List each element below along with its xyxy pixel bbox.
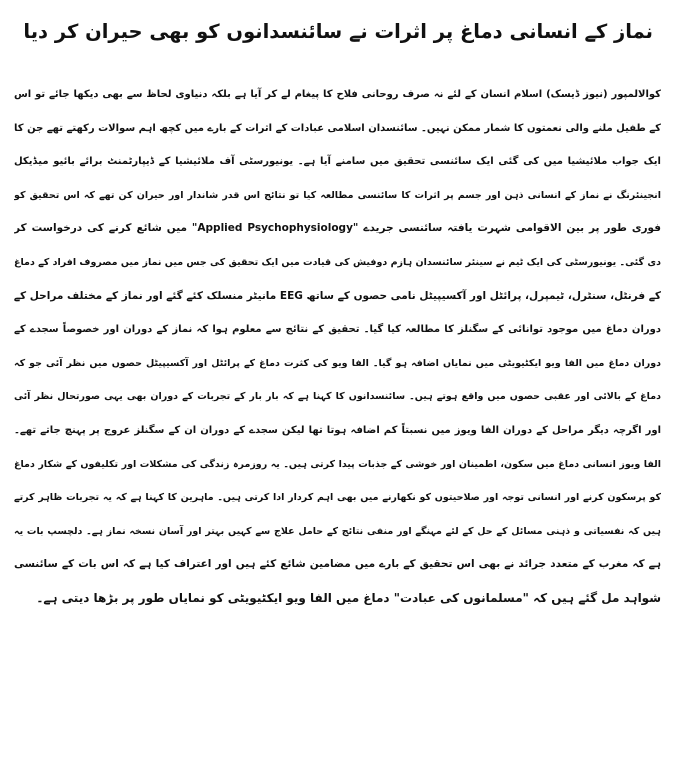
article-body	[14, 78, 661, 616]
article-headline: نماز کے انسانی دماغ پر اثرات نے سائنسدانوں کو بھی حیران کر دیا	[23, 20, 653, 43]
article-line: دوران دماغ میں الفا ویو ایکٹیویٹی میں نمایاں اضافہ ہو گیا۔ الفا ویو کی کثرت دماغ کے پرائٹل اور آکسیپیٹل حصوں میں نظر آئی جو کہ	[14, 357, 661, 369]
article-line: دی گئی۔ یونیورسٹی کی ایک ٹیم نے سینئر سائنسدان ہازم دوفیش کی قیادت میں ایک تحقیق کی جس میں نماز میں مصروف افراد کے دماغ	[14, 256, 661, 268]
article-line: ایک جواب ملائیشیا میں کی گئی ایک سائنسی تحقیق میں سامنے آیا ہے۔ یونیورسٹی آف ملائیشیا کے ڈیپارٹمنٹ برائے بائیو میڈیکل	[14, 156, 661, 168]
article-line: اور اگرچہ دیگر مراحل کے دوران الفا ویوز میں نسبتاً کم اضافہ ہوتا تھا لیکن سجدے کے دوران ان کے سگنلز عروج پر پہنچ جاتے تھے۔	[14, 424, 661, 436]
article-line: الفا ویوز انسانی دماغ میں سکون، اطمینان اور خوشی کے جذبات پیدا کرتی ہیں۔ یہ روزمرہ زندگی کی مشکلات اور تکلیفوں کے شکار دماغ	[14, 458, 661, 470]
article-line: انجینئرنگ نے نماز کے انسانی ذہن اور جسم پر اثرات کا سائنسی مطالعہ کیا تو نتائج اس قدر شاندار اور حیران کن تھے کہ اس تحقیق کو	[14, 189, 661, 201]
article-line: ہے کہ مغرب کے متعدد جرائد نے بھی اس تحقیق کے بارے میں مضامین شائع کئے ہیں اور اعتراف کیا ہے کہ اس بات کے سائنسی	[14, 558, 661, 571]
article-line: ہیں کہ نفسیاتی و ذہنی مسائل کے حل کے لئے مہنگے اور منفی نتائج کے حامل علاج سے کہیں بہتر اور آسان نسخہ نماز ہے۔ دلچسپ بات یہ	[14, 525, 661, 537]
article-line: کوالالمپور (نیوز ڈیسک) اسلام انسان کے لئے نہ صرف روحانی فلاح کا پیغام لے کر آیا ہے بلکہ دنیاوی لحاظ سے بھی دیکھا جائے تو اس	[14, 89, 661, 100]
article-line: کے طفیل ملنے والی نعمتوں کا شمار ممکن نہیں۔ سائنسدان اسلامی عبادات کے اثرات کے بارے میں کچھ اہم سوالات رکھتے تھے جن کا	[14, 122, 661, 134]
article-line: دماغ کے بالائی اور عقبی حصوں میں واقع ہوتے ہیں۔ سائنسدانوں کا کہنا ہے کہ بار بار کے تجربات کے دوران بھی یہی صورتحال نظر آئی	[14, 391, 661, 403]
article-line: دوران دماغ میں موجود توانائی کے سگنلز کا مطالعہ کیا گیا۔ تحقیق کے نتائج سے معلوم ہوا کہ نماز کے دوران اور خصوصاً سجدے کے	[14, 324, 661, 336]
article-line: کے فرنٹل، سنٹرل، ٹیمپرل، پرائٹل اور آکسیپیٹل نامی حصوں کے ساتھ EEG مانیٹر منسلک کئے گئے اور نماز کے مختلف مراحل کے	[14, 289, 661, 302]
article-line: کو پرسکون کرنے اور انسانی توجہ اور صلاحیتوں کو نکھارنے میں بھی اہم کردار ادا کرتی ہیں۔ ماہرین کا کہنا ہے کہ یہ تجربات ظاہر کرتے	[14, 492, 661, 504]
article-line-last: شواہد مل گئے ہیں کہ "مسلمانوں کی عبادت" دماغ میں الفا ویو ایکٹیویٹی کو نمایاں طور پر بڑھا دیتی ہے۔	[36, 590, 661, 605]
article-line: فوری طور پر بین الاقوامی شہرت یافتہ سائنسی جریدے "Applied Psychophysiology" میں شائع کرنے کی درخواست کر	[14, 222, 661, 235]
